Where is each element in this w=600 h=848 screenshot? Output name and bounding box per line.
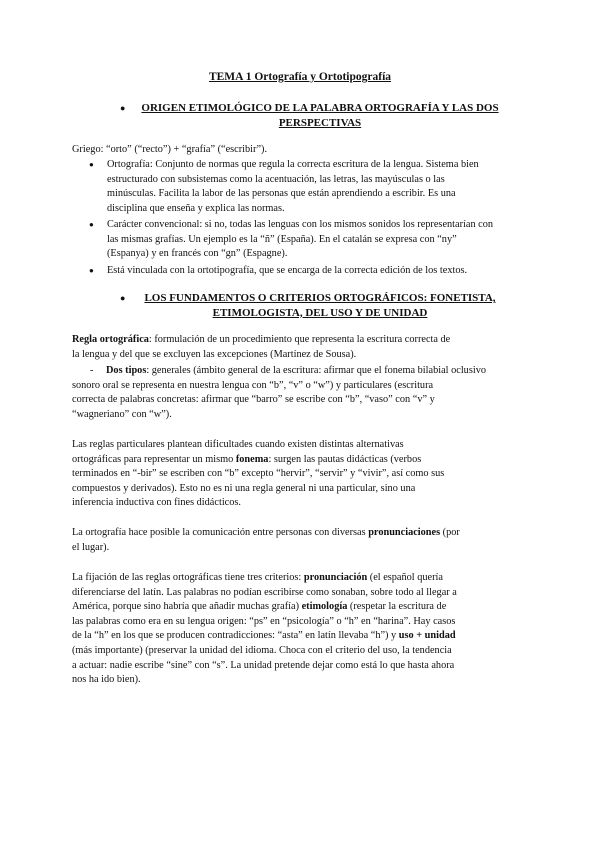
text-run: (respetar la escritura de [347,601,447,613]
bold-term: pronunciación [303,572,368,583]
section-heading-fundamentos [120,291,520,320]
text-run: (el español quería [367,572,443,583]
bold-term: etimología [301,601,348,613]
paragraph-line: (más importante) (preservar la unidad del idioma. Choca con el criterio del uso, la tendencia [72,644,452,656]
bullet-icon: ● [120,103,126,113]
bullet-icon: ● [120,293,126,303]
section-heading-line: PERSPECTIVAS [278,116,362,129]
paragraph-line: “wagneriano” con “w”). [72,408,172,420]
paragraph-line: diferenciarse del latín. Las palabras no podían escribirse como sonaban, sobre todo al llegar a [72,586,457,598]
bullet-icon: ● [89,266,94,275]
dash-marker: - [90,365,94,376]
list-item-dos-tipos [72,364,532,422]
paragraph-line: a actuar: nadie escribe “sine” con “s”. La unidad pretende dejar como está lo que hasta ahora [72,659,455,671]
text-run: ortográficas para representar un mismo [72,453,236,465]
paragraph-griego: Griego: “orto” (“recto”) + “grafía” (“escribir”). [72,144,268,155]
list-item-line: estructurado con subsistemas como la acentuación, las letras, las mayúsculas o las [107,173,445,185]
bold-term: Dos tipos [106,365,147,376]
paragraph-comunicacion [72,526,532,555]
paragraph-regla [72,333,532,362]
text-run: (por [440,527,460,538]
text-run: La fijación de las reglas ortográficas tiene tres criterios: [72,572,304,583]
list-item-line: disciplina que enseña y explica las normas. [107,202,285,214]
paragraph-line: Las reglas particulares plantean dificultades cuando existen distintas alternativas [72,439,404,450]
text-run: : generales (ámbito general de la escritura: afirmar que el fonema bilabial oclusivo [146,365,486,376]
list-item-caracter [89,218,535,262]
list-item-ortografia [89,158,535,216]
list-item-line: (Espanya) y en francés con “gn” (Espagne). [107,248,288,260]
paragraph-line: nos ha ido bien). [72,674,141,686]
list-item-line: minúsculas. Facilita la labor de las personas que están aprendiendo a escribir. Es una [107,188,456,200]
bold-term: Regla ortográfica [72,334,149,345]
bold-term: pronunciaciones [368,527,441,538]
paragraph-line: sonoro oral se representa en nuestra lengua con “b”, “v” o “w”) y particulares (escritura [72,379,434,391]
bullet-icon: ● [89,220,94,229]
bold-term: uso + unidad [398,630,456,642]
text-run: La ortografía hace posible la comunicación entre personas con diversas [72,527,369,538]
text-run: : formulación de un procedimiento que representa la escritura correcta de [148,334,451,345]
page-title: TEMA 1 Ortografía y Ortotipografía [208,71,392,83]
paragraph-line: las palabras como era en su lengua origen: “ps” en “psicología” o “h” en “harina”. Hay casos [72,615,456,627]
list-item-line: Carácter convencional: si no, todas las lenguas con los mismos sonidos los representarían con [107,219,494,230]
section-heading-line: ETIMOLOGISTA, DEL USO Y DE UNIDAD [212,306,428,319]
section-heading-origen [120,101,520,130]
text-run: : surgen las pautas didácticas (verbos [268,453,422,465]
list-item-line: las mismas grafías. Un ejemplo es la “ñ” (España). En el catalán se expresa con “ny” [107,233,457,245]
list-item-line: Está vinculada con la ortotipografía, que se encarga de la correcta edición de los textos. [107,265,468,276]
paragraph-line: inferencia inductiva con fines didácticos. [72,497,241,509]
paragraph-criterios [72,571,532,688]
paragraph-reglas-particulares [72,438,532,511]
list-item-line: Ortografía: Conjunto de normas que regula la correcta escritura de la lengua. Sistema bien [107,159,479,170]
paragraph-line: la lengua y del que se excluyen las excepciones (Martínez de Sousa). [72,348,357,360]
bold-term: fonema [235,453,269,465]
paragraph-line: compuestos y derivados). Esto no es ni una regla general ni una particular, sino una [72,482,416,494]
paragraph-line: el lugar). [72,541,110,553]
text-run: de la “h” en los que se producen contradicciones: “asta” en latín llevaba “h”) y [72,630,399,642]
paragraph-line: correcta de palabras concretas: afirmar que “barro” se escribe con “b”, “vaso” con “v” y [72,394,435,406]
paragraph-line: terminados en “-bir” se escriben con “b” excepto “hervir”, “servir” y “vivir”, así como sus [72,468,445,480]
list-item-ortotipografia [89,264,535,279]
text-run: América, porque sino habría que añadir muchas grafía) [72,601,302,613]
bullet-icon: ● [89,160,94,169]
section-heading-line: LOS FUNDAMENTOS O CRITERIOS ORTOGRÁFICOS: FONETISTA, [144,292,496,304]
section-heading-line: ORIGEN ETIMOLÓGICO DE LA PALABRA ORTOGRAFÍA Y LAS DOS [141,102,499,114]
